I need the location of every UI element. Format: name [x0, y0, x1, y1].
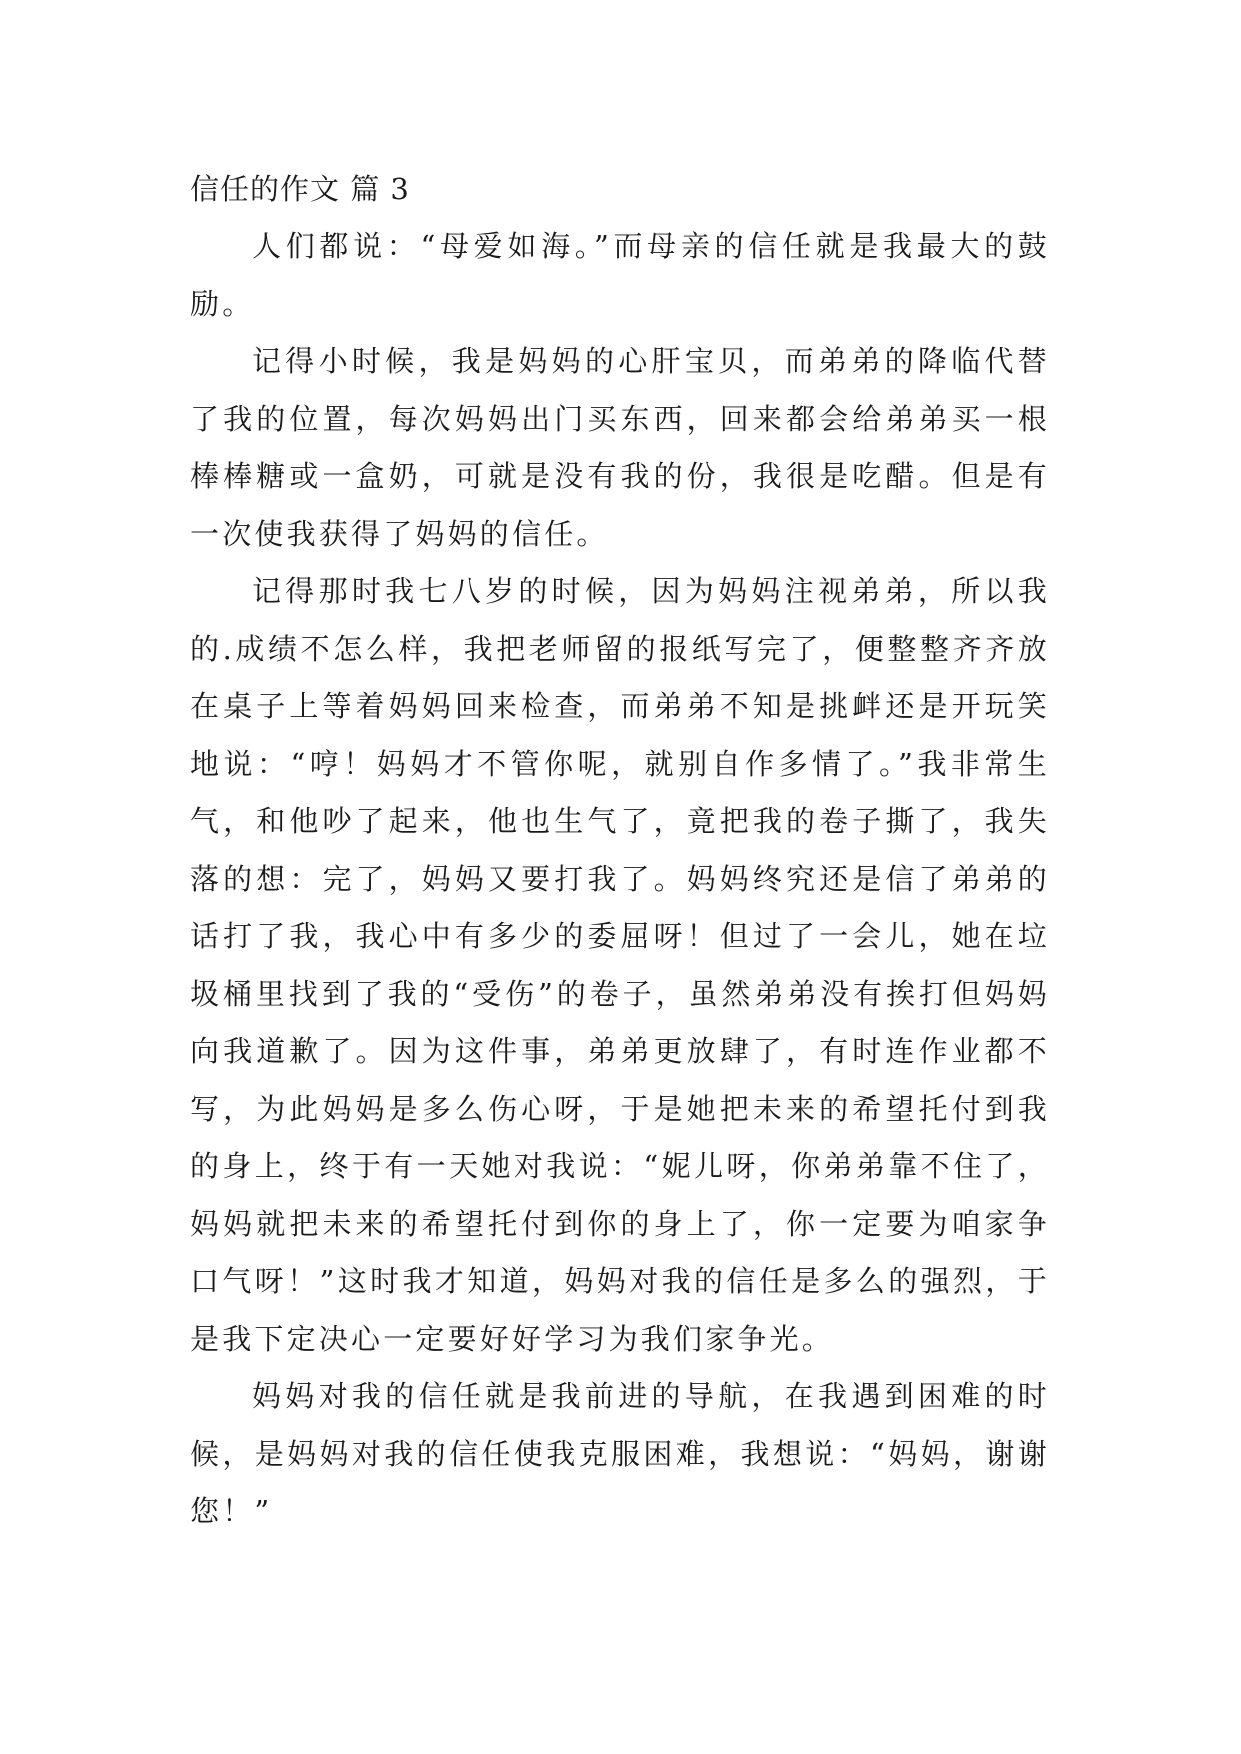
document-body: [190, 160, 1050, 1541]
paragraph-1: 人们都说：“母爱如海。”而母亲的信任就是我最大的鼓励。: [190, 229, 1050, 321]
essay-title: 信任的作文 篇 3: [190, 172, 410, 206]
paragraph-2: 记得小时候，我是妈妈的心肝宝贝，而弟弟的降临代替了我的位置，每次妈妈出门买东西，回来都会给弟弟买一根棒棒糖或一盒奶，可就是没有我的份，我很是吃醋。但是有一次使我获得了妈妈的信任。: [190, 344, 1050, 551]
paragraph-4: 妈妈对我的信任就是我前进的导航，在我遇到困难的时候，是妈妈对我的信任使我克服困难，我想说：“妈妈，谢谢您！”: [190, 1379, 1050, 1528]
paragraph-3: 记得那时我七八岁的时候，因为妈妈注视弟弟，所以我的.成绩不怎么样，我把老师留的报纸写完了，便整整齐齐放在桌子上等着妈妈回来检查，而弟弟不知是挑衅还是开玩笑地说：“哼！妈妈才不管你呢，就别自作多情了。”我非常生气，和他吵了起来，他也生气了，竟把我的卷子撕了，我失落的想：完了，妈妈又要打我了。妈妈终究还是信了弟弟的话打了我，我心中有多少的委屈呀！但过了一会儿，她在垃圾桶里找到了我的“受伤”的卷子，虽然弟弟没有挨打但妈妈向我道歉了。因为这件事，弟弟更放肆了，有时连作业都不写，为此妈妈是多么伤心呀，于是她把未来的希望托付到我的身上，终于有一天她对我说：“妮儿呀，你弟弟靠不住了，妈妈就把未来的希望托付到你的身上了，你一定要为咱家争口气呀！”这时我才知道，妈妈对我的信任是多么的强烈，于是我下定决心一定要好好学习为我们家争光。: [190, 574, 1050, 1356]
